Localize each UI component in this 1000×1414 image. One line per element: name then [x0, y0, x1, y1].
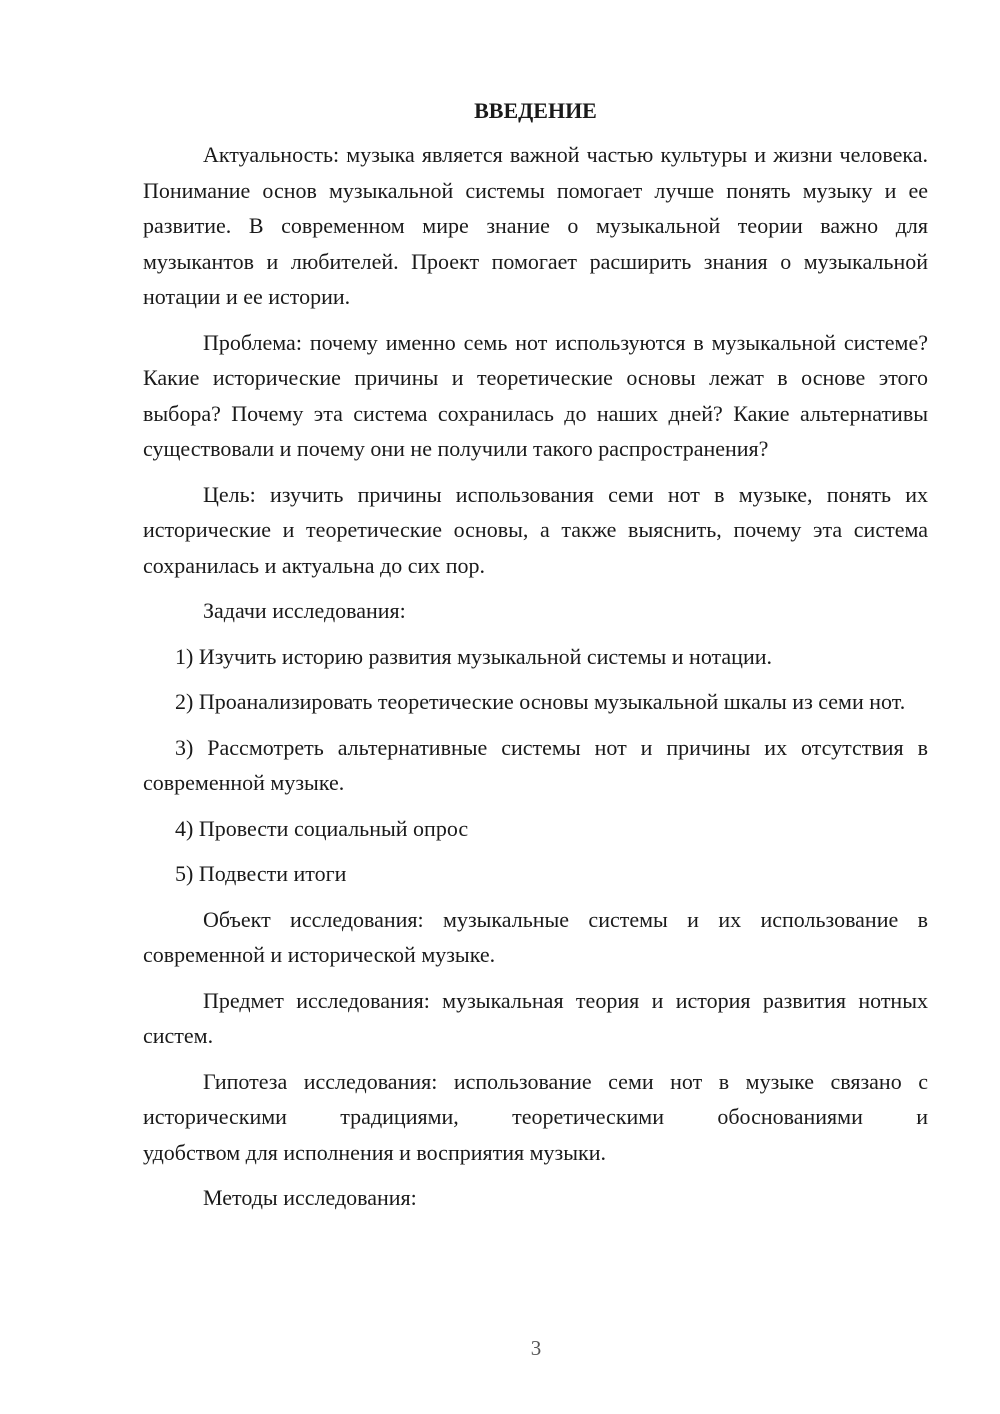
hypothesis-line-2: удобством для исполнения и восприятия музыки. — [143, 1139, 606, 1165]
page-number: 3 — [530, 1336, 542, 1360]
paragraph-problem: Проблема: почему именно семь нот используются в музыкальной системе? Какие исторические причины и теоретические основы лежат в основе этого выбора? Почему эта система сохранилась до наших дней? Какие альтернативы существовали и почему они не получили такого распространения? — [143, 329, 928, 461]
paragraph-tasks-heading: Задачи исследования: — [203, 598, 406, 623]
task-item-2: 2) Проанализировать теоретические основы музыкальной шкалы из семи нот. — [175, 689, 906, 714]
task-item-5: 5) Подвести итоги — [175, 861, 347, 886]
hypothesis-line-1: Гипотеза исследования: использование семи нот в музыке связано с историческими традициями, теоретическими обоснованиями и — [143, 1068, 928, 1129]
paragraph-relevance: Актуальность: музыка является важной частью культуры и жизни человека. Понимание основ музыкальной системы помогает лучше понять музыку и ее развитие. В современном мире знание о музыкальной теории важно для музыкантов и любителей. Проект помогает расширить знания о музыкальной нотации и ее истории. — [143, 142, 928, 309]
page-title: ВВЕДЕНИЕ — [474, 98, 597, 123]
paragraph-object: Объект исследования: музыкальные системы и их использование в современной и исторической музыке. — [143, 906, 928, 967]
paragraph-subject: Предмет исследования: музыкальная теория и история развития нотных систем. — [143, 987, 928, 1048]
task-item-4: 4) Провести социальный опрос — [175, 815, 469, 841]
task-item-3: 3) Рассмотреть альтернативные системы нот и причины их отсутствия в современной музыке. — [143, 734, 928, 795]
task-item-1: 1) Изучить историю развития музыкальной системы и нотации. — [175, 643, 772, 669]
paragraph-goal: Цель: изучить причины использования семи нот в музыке, понять их исторические и теоретические основы, а также выяснить, почему эта система сохранилась и актуальна до сих пор. — [143, 481, 928, 578]
paragraph-methods: Методы исследования: — [203, 1185, 417, 1210]
document-page — [143, 95, 928, 1226]
paragraph-hypothesis — [143, 1064, 928, 1171]
